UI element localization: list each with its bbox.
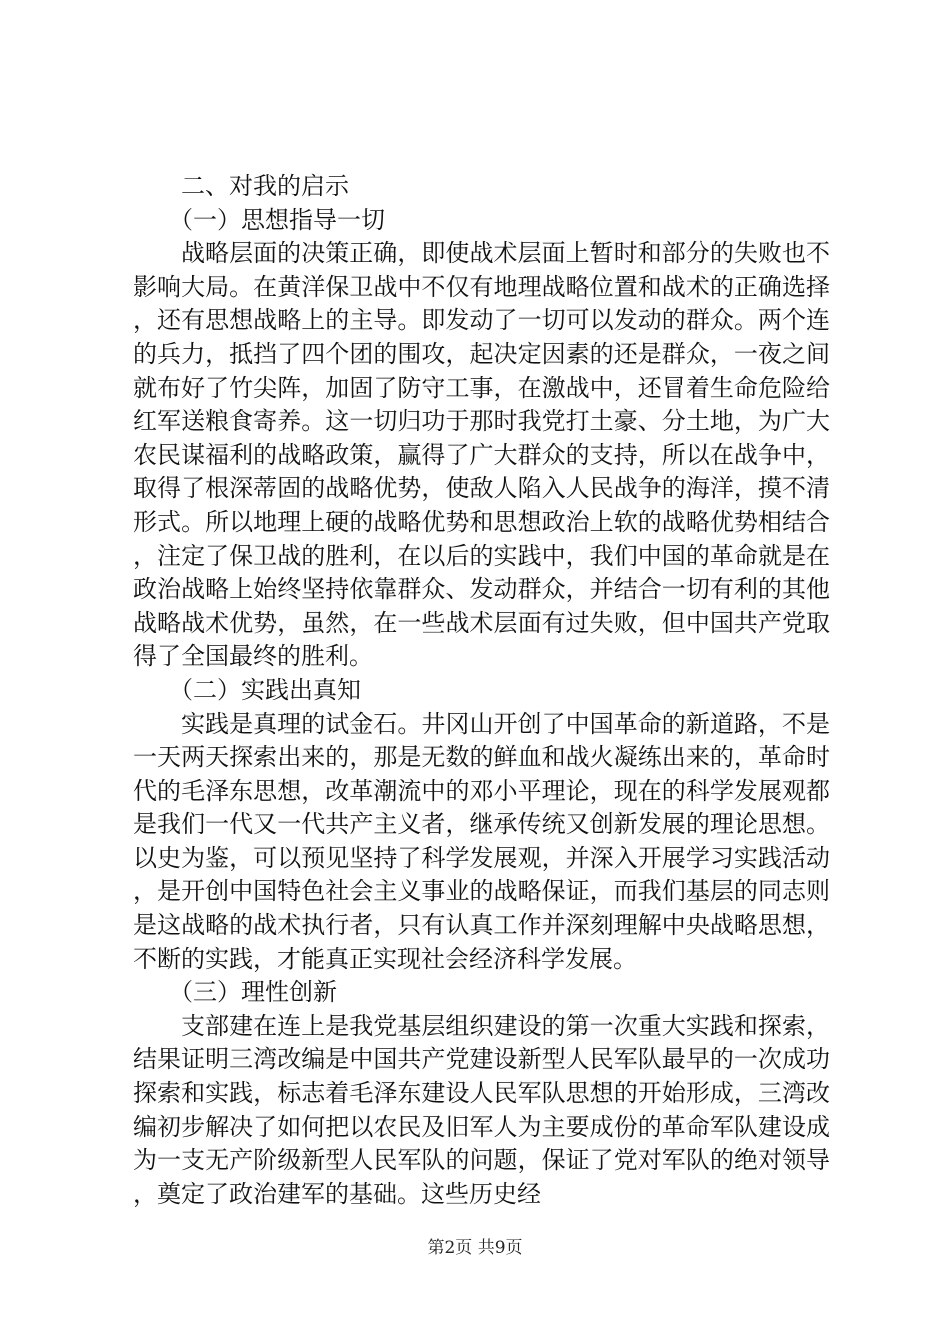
subsection-heading-3: （三）理性创新 bbox=[169, 978, 337, 1007]
paragraph-3: 支部建在连上是我党基层组织建设的第一次重大实践和探索，结果证明三湾改编是中国共产党建设新型人民军队最早的一次成功探索和实践，标志着毛泽东建设人民军队思想的开始形成，三湾改编初步解决了如何把以农民及旧军人为主要成份的革命军队建设成为一支无产阶级新型人民军队的问题，保证了党对军队的绝对领导，奠定了政治建军的基础。这些历史经 bbox=[133, 1011, 830, 1208]
paragraph-2: 实践是真理的试金石。井冈山开创了中国革命的新道路，不是一天两天探索出来的，那是无数的鲜血和战火凝练出来的，革命时代的毛泽东思想，改革潮流中的邓小平理论，现在的科学发展观都是我们一代又一代共产主义者，继承传统又创新发展的理论思想。以史为鉴，可以预见坚持了科学发展观，并深入开展学习实践活动，是开创中国特色社会主义事业的战略保证，而我们基层的同志则是这战略的战术执行者，只有认真工作并深刻理解中央战略思想，不断的实践，才能真正实现社会经济科学发展。 bbox=[133, 709, 830, 973]
subsection-heading-1: （一）思想指导一切 bbox=[169, 205, 385, 234]
paragraph-1: 战略层面的决策正确，即使战术层面上暂时和部分的失败也不影响大局。在黄洋保卫战中不仅有地理战略位置和战术的正确选择，还有思想战略上的主导。即发动了一切可以发动的群众。两个连的兵力，抵挡了四个团的围攻，起决定因素的还是群众，一夜之间就布好了竹尖阵，加固了防守工事，在激战中，还冒着生命危险给红军送粮食寄养。这一切归功于那时我党打土豪、分土地，为广大农民谋福利的战略政策，赢得了广大群众的支持，所以在战争中，取得了根深蒂固的战略优势，使敌人陷入人民战争的海洋，摸不清形式。所以地理上硬的战略优势和思想政治上软的战略优势相结合，注定了保卫战的胜利，在以后的实践中，我们中国的革命就是在政治战略上始终坚持依靠群众、发动群众，并结合一切有利的其他战略战术优势，虽然，在一些战术层面有过失败，但中国共产党取得了全国最终的胜利。 bbox=[133, 239, 830, 671]
subsection-heading-2: （二）实践出真知 bbox=[169, 675, 361, 704]
document-body bbox=[133, 170, 830, 1211]
section-heading: 二、对我的启示 bbox=[181, 172, 349, 200]
page-footer bbox=[0, 1236, 950, 1260]
page-indicator: 第2页 共9页 bbox=[427, 1238, 523, 1258]
